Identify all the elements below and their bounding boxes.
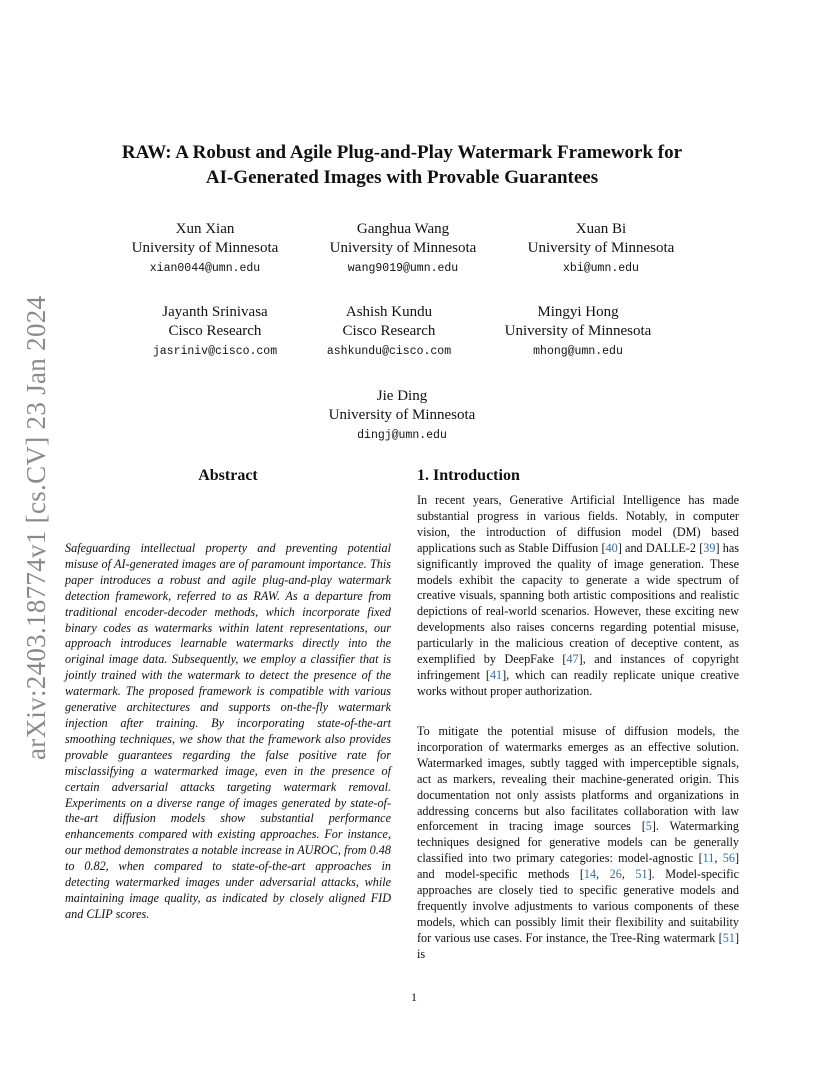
author-block	[496, 220, 706, 277]
abstract-heading: Abstract	[198, 467, 258, 484]
citation-link[interactable]: 56	[722, 851, 735, 866]
text-run: ] and model-specific methods [	[417, 851, 740, 882]
introduction-paragraph-1	[417, 493, 739, 700]
author-name: Mingyi Hong	[537, 304, 619, 320]
abstract-body: Safeguarding intellectual property and preventing potential misuse of AI-generated images are of paramount importance. This paper introduces a robust and agile plug-and-play watermark detection framework, referred to as RAW. As a departure from traditional encoder-decoder methods, which incorporate fixed binary codes as watermarks within latent representations, our approach introduces learnable watermarks directly into the original image data. Subsequently, we employ a classifier that is jointly trained with the watermark to detect the presence of the watermark. The proposed framework is compatible with various generative architectures and supports on-the-fly watermark injection after training. By incorporating state-of-the-art smoothing techniques, we show that the framework also provides provable guarantees regarding the false positive rate for misclassifying a watermarked image, even in the presence of certain adversarial attacks targeting watermark removal. Experiments on a diverse range of images generated by state-of-the-art diffusion models show substantial performance enhancements compared with existing approaches. For instance, our method demonstrates a notable increase in AUROC, from 0.48 to 0.82, when compared to state-of-the-art approaches in detecting watermarked images under adversarial attacks, while maintaining image quality, as indicated by closely aligned FID and CLIP scores.	[65, 541, 391, 921]
citation-link[interactable]: 41	[489, 667, 503, 682]
author-email[interactable]: dingj@umn.edu	[357, 429, 447, 442]
text-run: ], and instances of copyright infringement [	[417, 652, 739, 682]
text-run: ,	[621, 867, 636, 882]
author-block	[100, 220, 310, 277]
text-run: ], which can readily replicate unique creative works without proper authorization.	[417, 667, 739, 698]
citation-link[interactable]: 51	[635, 867, 648, 882]
author-block	[284, 303, 494, 360]
author-name: Ganghua Wang	[356, 221, 450, 237]
author-affiliation: Cisco Research	[342, 323, 436, 339]
text-run: In recent years, Generative Artificial Intelligence has made substantial progress in various fields. Notably, in computer vision, the introduction of diffusion model (DM) based applications such as Stable Diffusion [	[417, 493, 739, 555]
author-email[interactable]: jasriniv@cisco.com	[152, 345, 278, 358]
text-run: ]. Model-specific approaches are closely tied to specific generative models and frequently involve adjustments to various components of these models, which can possibly limit their flexibility and suitability for various use cases. For instance, the Tree-Ring watermark [	[417, 867, 740, 945]
author-affiliation: University of Minnesota	[329, 240, 477, 256]
text-run: ]. Watermarking techniques designed for generative models can be generally classified into two primary categories: model-agnostic [	[417, 819, 739, 866]
author-email[interactable]: wang9019@umn.edu	[347, 262, 459, 275]
text-run: ] is	[417, 930, 739, 961]
author-name: Jayanth Srinivasa	[162, 304, 268, 320]
author-affiliation: Cisco Research	[168, 323, 262, 339]
title-line-2: AI-Generated Images with Provable Guarantees	[205, 167, 599, 188]
author-name: Ashish Kundu	[345, 304, 433, 320]
author-email[interactable]: xian0044@umn.edu	[149, 262, 261, 275]
author-name: Xuan Bi	[575, 221, 627, 237]
author-affiliation: University of Minnesota	[504, 323, 652, 339]
citation-link[interactable]: 5	[645, 819, 652, 834]
author-block	[298, 220, 508, 277]
author-email[interactable]: ashkundu@cisco.com	[326, 345, 452, 358]
text-run: ] and DALLE-2 [	[617, 540, 704, 555]
text-run: ,	[596, 867, 610, 882]
text-run: ] has significantly improved the quality of image generation. These models exhibit the capacity to generate a wide spectrum of creative visuals, spanning both artistic compositions and realistic depictions of real-world scenarios. However, these exciting new developments also raises concerns regarding potential misuse, particularly in the malicious creation of deceptive content, as exemplified by DeepFake [	[417, 540, 739, 667]
citation-link[interactable]: 14	[583, 867, 597, 882]
arxiv-identifier-stamp: arXiv:2403.18774v1 [cs.CV] 23 Jan 2024	[21, 295, 51, 760]
introduction-paragraph-2	[417, 724, 739, 963]
author-affiliation: University of Minnesota	[131, 240, 279, 256]
author-block	[473, 303, 683, 360]
author-block	[297, 387, 507, 444]
author-affiliation: University of Minnesota	[527, 240, 675, 256]
citation-link[interactable]: 47	[566, 652, 579, 667]
page-number: 1	[411, 990, 417, 1004]
citation-link[interactable]: 40	[605, 540, 618, 555]
author-affiliation: University of Minnesota	[328, 407, 476, 423]
citation-link[interactable]: 39	[703, 540, 716, 555]
citation-link[interactable]: 26	[609, 867, 622, 882]
text-run: ,	[714, 851, 723, 866]
author-email[interactable]: xbi@umn.edu	[563, 262, 639, 275]
title-line-1: RAW: A Robust and Agile Plug-and-Play Watermark Framework for	[121, 142, 683, 163]
author-name: Jie Ding	[376, 388, 428, 404]
text-run: To mitigate the potential misuse of diffusion models, the incorporation of watermarks emerges as an effective solution. Watermarked images, subtly tagged with imperceptible signals, act as markers, revealing their machine-generated origin. This documentation not only assists platforms and organizations in addressing concerns but also facilitates collaboration with law enforcement in tracing image sources [	[417, 724, 739, 834]
citation-link[interactable]: 11	[702, 851, 715, 866]
paper-title	[90, 140, 714, 190]
author-email[interactable]: mhong@umn.edu	[533, 345, 623, 358]
introduction-heading: 1. Introduction	[417, 467, 520, 484]
citation-link[interactable]: 51	[722, 930, 735, 945]
author-name: Xun Xian	[175, 221, 235, 237]
